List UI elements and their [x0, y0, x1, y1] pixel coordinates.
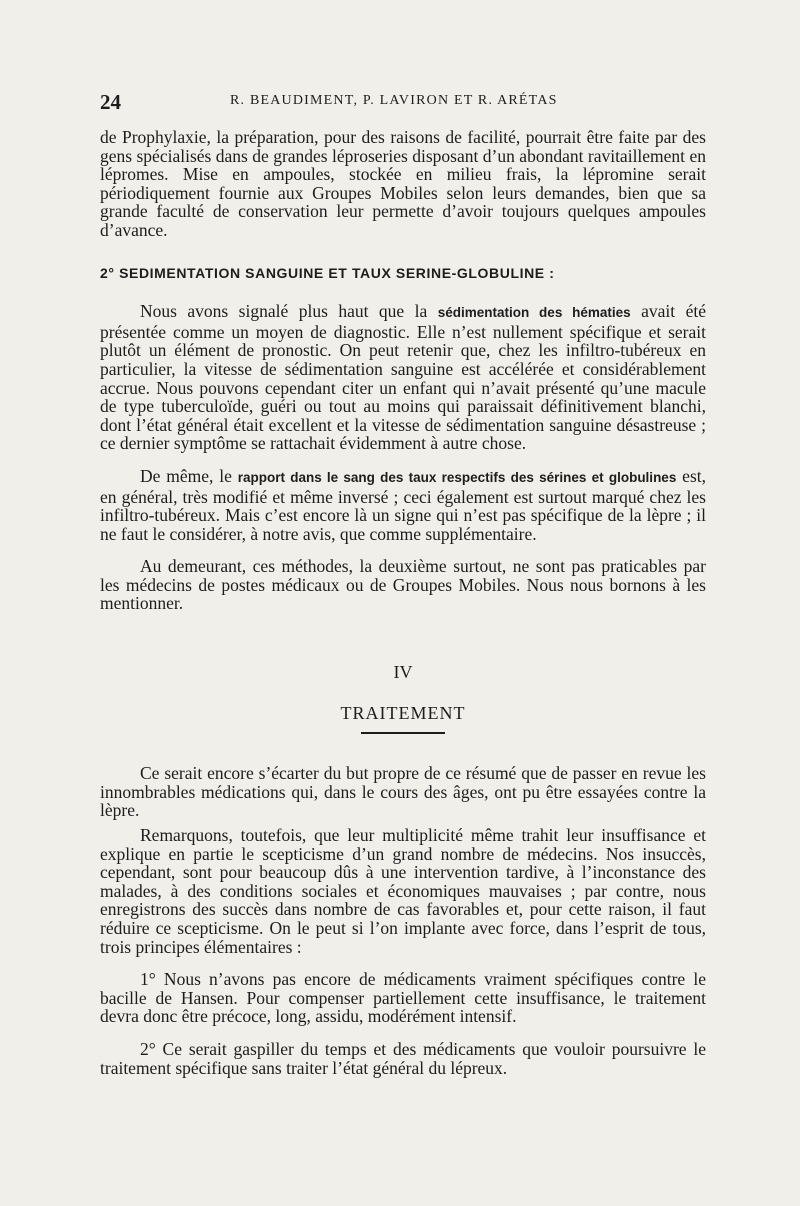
- bold-term-rapport: rapport dans le sang des taux respectifs des sérines et globulines: [237, 469, 677, 485]
- section-title: TRAITEMENT: [340, 702, 466, 723]
- page-header: [100, 90, 710, 114]
- paragraph-remarquons: Remarquons, toutefois, que leur multiplicité même trahit leur insuffisance et explique en partie le scepticisme d’un grand nombre de médecins. Nos insuccès, cependant, sont pour beaucoup dûs à une intervention tardive, à l’inconstance des malades, à des conditions sociales et économiques mauvaises ; par contre, nous enregistrons des succès dans nombre de cas favorables et, pour cette raison, il faut réduire ce scepticisme. On le peut si l’on implante avec force, dans l’esprit de tous, trois principes élémentaires :: [100, 825, 706, 957]
- paragraph-text: Nous avons signalé plus haut que la: [140, 301, 438, 322]
- paragraph-text: De même, le: [140, 465, 238, 486]
- paragraph-text: est, en général, très modifié et même inversé ; ceci également est surtout marqué chez les infiltro-tubéreux. Mais c’est encore là un signe qui n’est pas spécifique de la lèpre ; il ne faut le considérer, à notre avis, que comme supplémentaire.: [100, 465, 706, 544]
- subsection-heading-sedimentation: 2° SEDIMENTATION SANGUINE ET TAUX SERINE-GLOBULINE :: [100, 264, 555, 281]
- paragraph-traitement-intro: Ce serait encore s’écarter du but propre de ce résumé que de passer en revue les innombrables médications qui, dans le cours des âges, ont pu être essayées contre la lèpre.: [100, 763, 706, 821]
- bold-term-sedimentation: sédimentation des hématies: [437, 305, 631, 321]
- paragraph-sedimentation: [100, 302, 706, 453]
- page-number: 24: [100, 90, 121, 114]
- paragraph-principe-2: 2° Ce serait gaspiller du temps et des médicaments que vouloir poursuivre le traitement spécifique sans traiter l’état général du lépreux.: [100, 1038, 706, 1078]
- paragraph-text: avait été présentée comme un moyen de diagnostic. Elle n’est nullement spécifique et serait plutôt un élément de pronostic. On peut retenir que, chez les infiltro-tubéreux en particulier, la vitesse de sédimentation sanguine est accélérée et considérablement accrue. Nous pouvons cependant citer un enfant qui n’avait présenté qu’une macule de type tuberculoïde, guéri ou tout au moins qui paraissait définitivement blanchi, dont l’état général était excellent et la vitesse de sédimentation sanguine désastreuse ; ce dernier symptôme se rattachait évidemment à autre chose.: [100, 301, 706, 454]
- paragraph-demeurant: Au demeurant, ces méthodes, la deuxième surtout, ne sont pas praticables par les médecins de postes médicaux ou de Groupes Mobiles. Nous nous bornons à les mentionner.: [100, 556, 706, 614]
- paragraph-serine-globuline: [100, 467, 706, 543]
- section-number: IV: [393, 662, 413, 683]
- paragraph-principe-1: 1° Nous n’avons pas encore de médicaments vraiment spécifiques contre le bacille de Hansen. Pour compenser partiellement cette insuffisance, le traitement devra donc être précoce, long, assidu, modérément intensif.: [100, 969, 706, 1027]
- running-head: R. BEAUDIMENT, P. LAVIRON ET R. ARÉTAS: [230, 93, 558, 108]
- paragraph-prophylaxie: de Prophylaxie, la préparation, pour des raisons de facilité, pourrait être faite par des gens spécialisés dans de grandes léproseries disposant d’un abondant ravitaillement en lépromes. Mise en ampoules, stockée en milieu frais, la lépromine serait périodiquement fournie aux Groupes Mobiles selon leurs demandes, bien que sa grande faculté de conservation leur permette d’avoir toujours quelques ampoules d’avance.: [100, 127, 706, 240]
- body-text: [100, 128, 706, 1077]
